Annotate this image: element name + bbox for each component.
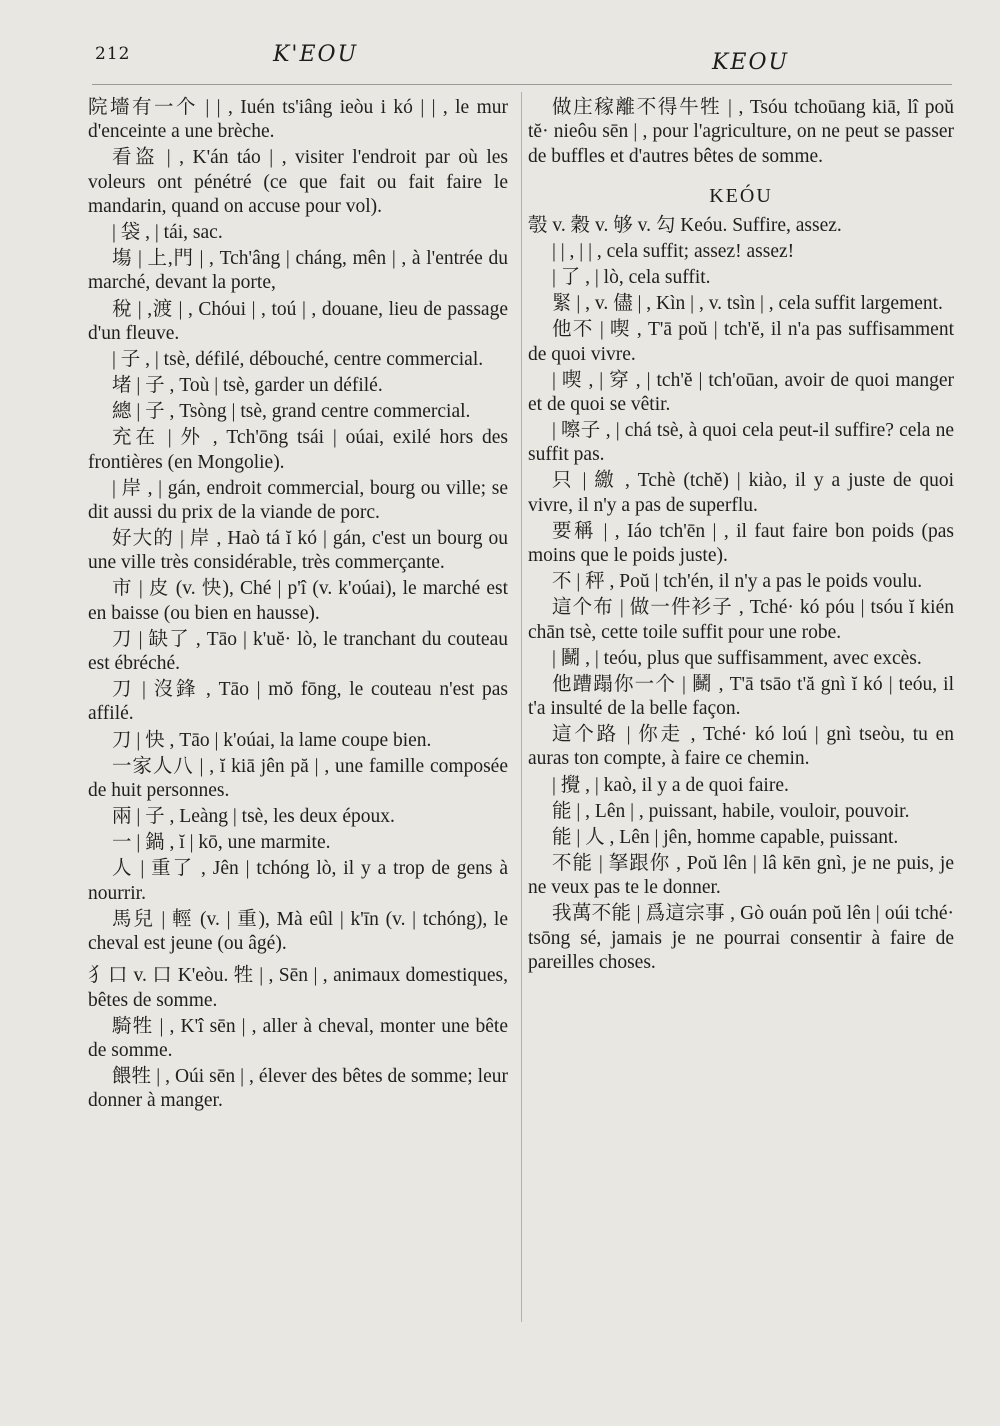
entry: | 袋 , | tái, sac.: [112, 222, 223, 244]
right-column: [528, 96, 954, 977]
entry: 馬兒 | 輕 (v. | 重), Mà eûl | k'īn (v. | tchóng), le cheval est jeune (ou âgé).: [88, 908, 508, 954]
entry: 騎牲 | , K'î sēn | , aller à cheval, monter une bête de somme.: [88, 1015, 508, 1061]
entry: 人 | 重了 , Jên | tchóng lò, il y a trop de gens à nourrir.: [88, 858, 508, 904]
entry: 餵牲 | , Oúi sēn | , élever des bêtes de somme; leur donner à manger.: [88, 1066, 508, 1112]
page-number: 212: [95, 44, 131, 64]
entry: 不能 | 拏跟你 , Poŭ lên | lâ kēn gnì, je ne puis, je ne veux pas te le donner.: [528, 852, 954, 899]
entry: | 攪 , | kaò, il y a de quoi faire.: [552, 774, 789, 796]
section-title: KEÓU: [709, 184, 773, 207]
header-rule: [92, 84, 952, 85]
running-title-right: KEOU: [712, 50, 790, 75]
entry: 刀 | 快 , Tāo | k'oúai, la lame coupe bien.: [112, 729, 432, 751]
entry: 刀 | 缺了 , Tāo | k'uĕ· lò, le tranchant du couteau est ébréché.: [88, 628, 508, 675]
entry: 我萬不能 | 爲這宗事 , Gò ouán poŭ lên | oúi tché· tsōng sé, jamais je ne pourrai consentir à faire de pareilles choses.: [528, 903, 954, 973]
entry: 他不 | 喫 , T'ā poŭ | tch'ĕ, il n'a pas suffisamment de quoi vivre.: [528, 319, 954, 365]
left-column: [88, 96, 508, 1115]
entry: 市 | 皮 (v. 快), Ché | p'î (v. k'oúai), le marché est en baisse (ou bien en hausse).: [88, 578, 508, 624]
headword-entry: 彀 v. 穀 v. 够 v. 勾 Keóu. Suffire, assez.: [528, 214, 842, 236]
entry: 塲 | 上,門 | , Tch'âng | cháng, mên | , à l'entrée du marché, devant la porte,: [88, 248, 508, 294]
entry: 稅 | ,渡 | , Chóui | , toú | , douane, lieu de passage d'un fleuve.: [88, 298, 508, 344]
entry: 好大的 | 岸 , Haò tá ĭ kó | gán, c'est un bourg ou une ville très considérable, très commerçante.: [88, 528, 508, 574]
entry: 一家人八 | , ĭ kiā jên pă | , une famille composée de huit personnes.: [88, 755, 508, 801]
entry: 總 | 子 , Tsòng | tsè, grand centre commercial.: [112, 401, 471, 423]
entry: | 鬭 , | teóu, plus que suffisamment, avec excès.: [552, 647, 922, 669]
entry: 他蹧蹋你一个 | 鬭 , T'ā tsāo t'ă gnì ĭ kó | teóu, il t'a insulté de la belle façon.: [528, 673, 954, 720]
entry: | 岸 , | gán, endroit commercial, bourg ou ville; se dit aussi du prix de la viande de porc.: [88, 477, 508, 523]
entry: 這个布 | 做一件衫子 , Tché· kó póu | tsóu ĭ kién chān tsè, cette toile suffit pour une robe.: [528, 597, 954, 643]
entry: | 了 , | lò, cela suffit.: [552, 267, 711, 289]
page-header: [0, 0, 1000, 100]
entry: 兩 | 子 , Leàng | tsè, les deux époux.: [112, 806, 395, 828]
entry: | | , | | , cela suffit; assez! assez!: [552, 240, 795, 262]
entry: 要稱 | , Iáo tch'ēn | , il faut faire bon poids (pas moins que le poids juste).: [528, 520, 954, 567]
entry: 能 | , Lên | , puissant, habile, vouloir, pouvoir.: [552, 800, 910, 822]
entry: 能 | 人 , Lên | jên, homme capable, puissant.: [552, 826, 899, 848]
entry: 堵 | 子 , Toù | tsè, garder un défilé.: [112, 375, 383, 397]
entry: 刀 | 沒鋒 , Tāo | mŏ fōng, le couteau n'est pas affilé.: [88, 679, 508, 725]
entry: 不 | 秤 , Poŭ | tch'én, il n'y a pas le poids voulu.: [552, 571, 923, 593]
entry: 這个路 | 你走 , Tché· kó loú | gnì tseòu, tu en auras ton compte, à faire ce chemin.: [528, 724, 954, 770]
entry: 做庄稼離不得牛牲 | , Tsóu tchoūang kiā, lî poŭ tĕ· nieôu sēn | , pour l'agriculture, on ne peut se passer de buffles et d'autres bêtes de somme.: [528, 97, 954, 167]
entry: 看盗 | , K'án táo | , visiter l'endroit par où les voleurs ont pénétré (ce que fait ou fait faire le mandarin, quand on accuse pour vol).: [88, 147, 508, 217]
entry: 一 | 鍋 , ĭ | kō, une marmite.: [112, 832, 331, 854]
headword-entry: 犭口 v. 口 K'eòu. 牲 | , Sēn | , animaux domestiques, bêtes de somme.: [88, 965, 508, 1011]
entry: 只 | 繳 , Tchè (tchĕ) | kiào, il y a juste de quoi vivre, il n'y a pas de superflu.: [528, 470, 954, 516]
entry: | 嚓子 , | chá tsè, à quoi cela peut-il suffire? cela ne suffit pas.: [528, 420, 954, 466]
entry: 院墻有一个 | | , Iuén ts'iâng ieòu i kó | | , le mur d'enceinte a une brèche.: [88, 97, 508, 143]
entry: | 子 , | tsè, défilé, débouché, centre commercial.: [112, 348, 484, 370]
column-divider: [521, 92, 522, 1322]
entry: 緊 | , v. 儘 | , Kìn | , v. tsìn | , cela suffit largement.: [552, 293, 943, 315]
entry: 充在 | 外 , Tch'ōng tsái | oúai, exilé hors des frontières (en Mongolie).: [88, 427, 508, 473]
running-title-left: K'EOU: [273, 42, 359, 67]
entry: | 喫 , | 穿 , | tch'ĕ | tch'oūan, avoir de quoi manger et de quoi se vêtir.: [528, 369, 954, 415]
